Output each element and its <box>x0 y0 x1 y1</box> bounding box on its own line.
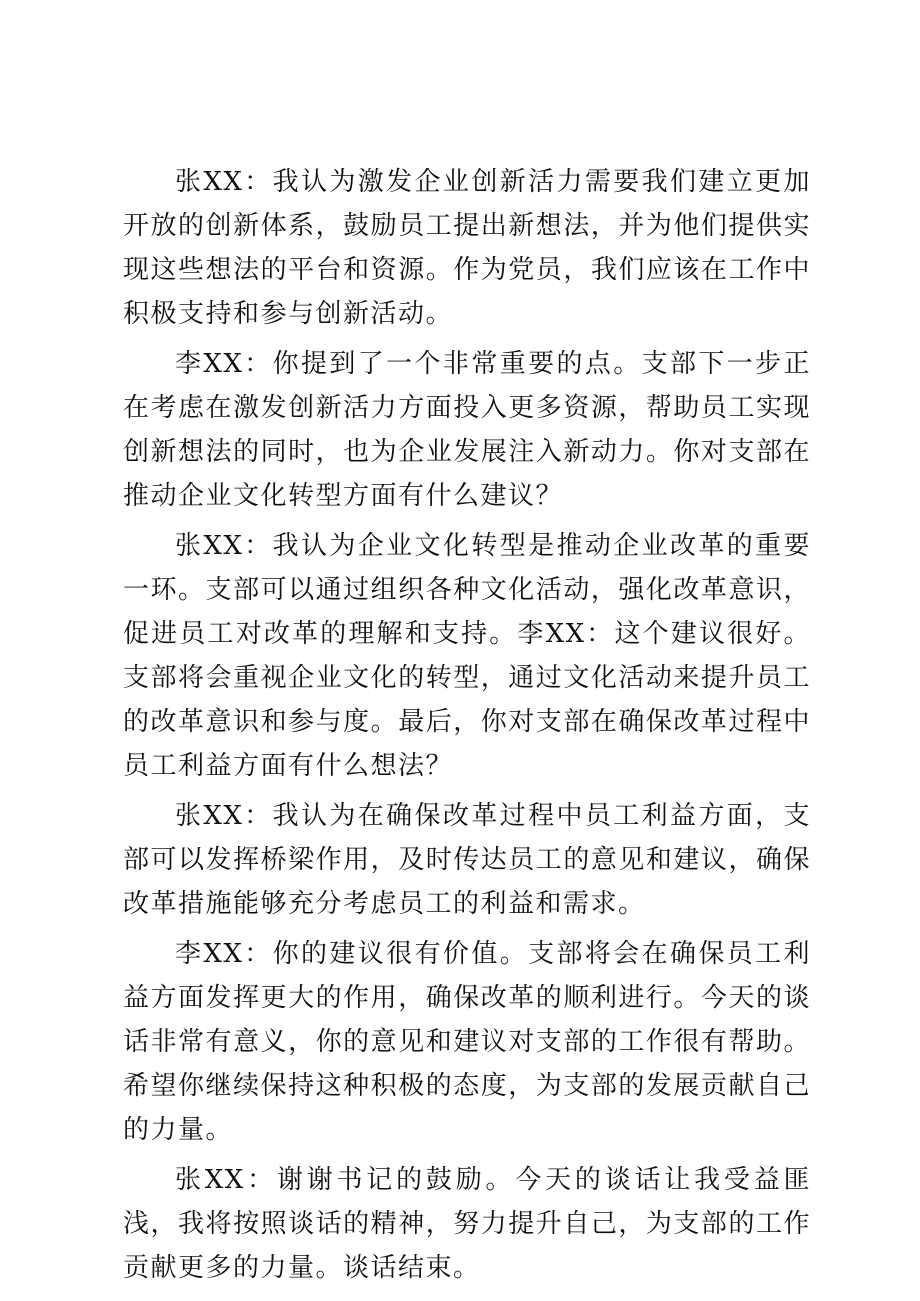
paragraph-zhang-interests: 张XX：我认为在确保改革过程中员工利益方面，支部可以发挥桥梁作用，及时传达员工的意见和建议，确保改革措施能够充分考虑员工的利益和需求。 <box>123 801 811 919</box>
paragraph-li-response: 李XX：你的建议很有价值。支部将会在确保员工利益方面发挥更大的作用，确保改革的顺利进行。今天的谈话非常有意义，你的意见和建议对支部的工作很有帮助。希望你继续保持这种积极的态度，为支部的发展贡献自己的力量。 <box>123 939 811 1145</box>
paragraph-li-resources: 李XX：你提到了一个非常重要的点。支部下一步正在考虑在激发创新活力方面投入更多资源，帮助员工实现创新想法的同时，也为企业发展注入新动力。你对支部在推动企业文化转型方面有什么建议？ <box>123 349 811 511</box>
paragraph-zhang-innovation: 张XX：我认为激发企业创新活力需要我们建立更加开放的创新体系，鼓励员工提出新想法，并为他们提供实现这些想法的平台和资源。作为党员，我们应该在工作中积极支持和参与创新活动。 <box>123 167 811 329</box>
paragraph-zhang-culture: 张XX：我认为企业文化转型是推动企业改革的重要一环。支部可以通过组织各种文化活动，强化改革意识，促进员工对改革的理解和支持。李XX：这个建议很好。支部将会重视企业文化的转型，通过文化活动来提升员工的改革意识和参与度。最后，你对支部在确保改革过程中员工利益方面有什么想法？ <box>123 531 811 781</box>
document-body <box>123 160 811 1290</box>
paragraph-zhang-closing: 张XX：谢谢书记的鼓励。今天的谈话让我受益匪浅，我将按照谈话的精神，努力提升自己，为支部的工作贡献更多的力量。谈话结束。 <box>123 1165 811 1283</box>
